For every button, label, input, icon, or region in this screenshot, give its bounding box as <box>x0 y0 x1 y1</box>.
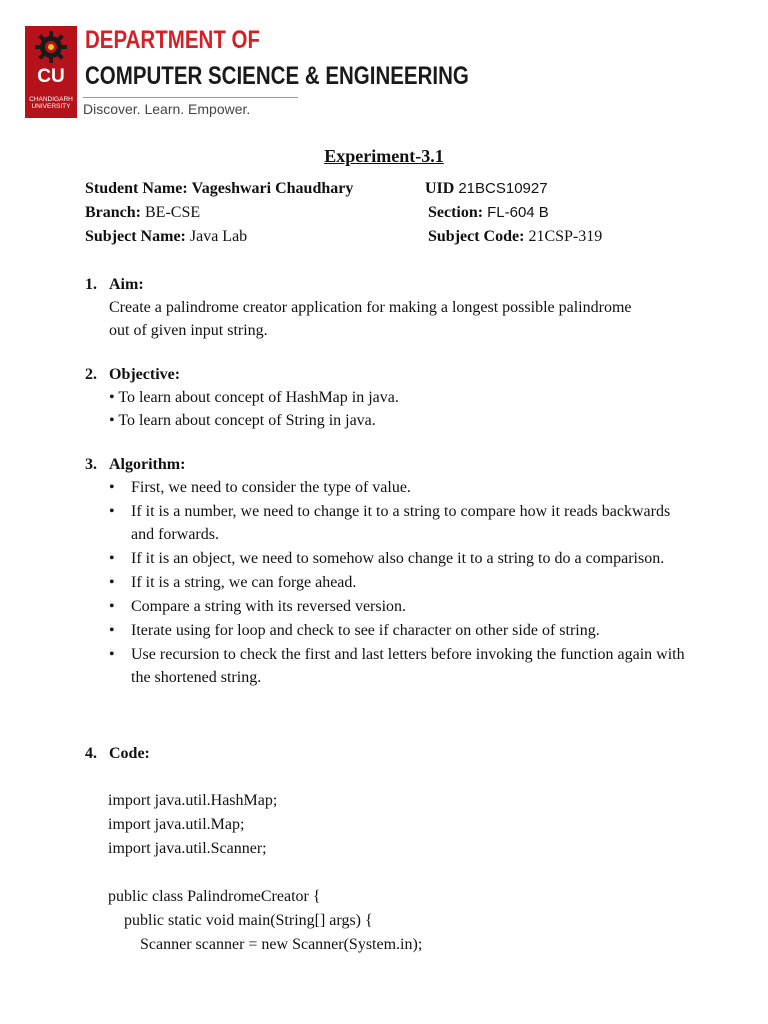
bullet-icon: • <box>109 574 115 591</box>
algorithm-item <box>109 500 685 546</box>
objective-heading-text: Objective: <box>109 366 181 383</box>
algorithm-heading-text: Algorithm: <box>109 456 186 473</box>
department-line-1: DEPARTMENT OF <box>85 26 261 54</box>
section-label: Section: <box>428 204 484 221</box>
algorithm-item-text: If it is an object, we need to somehow also change it to a string to do a comparison. <box>131 550 665 567</box>
logo-university-text: CHANDIGARH UNIVERSITY <box>29 96 73 110</box>
algorithm-number: 3. <box>85 456 97 473</box>
bullet-icon: • <box>109 479 115 496</box>
objective-heading <box>85 363 705 386</box>
student-name-row <box>85 180 353 198</box>
department-header <box>25 26 469 121</box>
section-row <box>428 204 549 222</box>
algorithm-item-text: Iterate using for loop and check to see if character on other side of string. <box>131 622 600 639</box>
university-logo <box>25 26 77 118</box>
branch-value: BE-CSE <box>145 204 201 221</box>
algorithm-item-text: Use recursion to check the first and last letters before invoking the function again with the shortened string. <box>131 646 685 686</box>
algorithm-item <box>109 595 685 618</box>
bullet-icon: • <box>109 646 115 663</box>
aim-number: 1. <box>85 276 97 293</box>
header-divider <box>83 97 298 98</box>
student-name-label: Student Name: <box>85 180 188 197</box>
uid-row <box>425 180 548 198</box>
experiment-title: Experiment-3.1 <box>324 146 444 166</box>
aim-heading-text: Aim: <box>109 276 144 293</box>
algorithm-item <box>109 619 685 642</box>
code-number: 4. <box>85 745 97 762</box>
code-block <box>108 789 422 957</box>
aim-line: Create a palindrome creator application for making a longest possible palindrome <box>109 299 632 316</box>
subject-name-value: Java Lab <box>189 228 248 245</box>
bullet-icon: • <box>109 503 115 520</box>
aim-section <box>85 273 705 342</box>
subject-code-row <box>428 228 602 246</box>
objective-item: • To learn about concept of HashMap in java. <box>109 389 399 406</box>
code-section-heading <box>85 742 705 765</box>
algorithm-item-text: If it is a number, we need to change it to a string to compare how it reads backwards and forwards. <box>131 503 671 543</box>
algorithm-item <box>109 571 685 594</box>
code-line: import java.util.Scanner; <box>108 840 267 857</box>
code-line: public class PalindromeCreator { <box>108 888 321 905</box>
code-line <box>108 861 422 885</box>
branch-row <box>85 204 200 222</box>
algorithm-item-text: If it is a string, we can forge ahead. <box>131 574 357 591</box>
uid-value: 21BCS10927 <box>458 180 548 197</box>
bullet-icon: • <box>109 598 115 615</box>
algorithm-item-text: First, we need to consider the type of value. <box>131 479 411 496</box>
algorithm-item <box>109 476 685 499</box>
objective-section <box>85 363 705 432</box>
code-line: public static void main(String[] args) { <box>108 912 373 929</box>
code-line: import java.util.HashMap; <box>108 792 278 809</box>
subject-name-row <box>85 228 247 246</box>
tagline: Discover. Learn. Empower. <box>83 101 251 117</box>
bullet-icon: • <box>109 622 115 639</box>
logo-cu-text: CU <box>37 66 65 87</box>
algorithm-item <box>109 643 685 689</box>
code-line: import java.util.Map; <box>108 816 245 833</box>
algorithm-list <box>85 476 685 689</box>
section-value: FL-604 B <box>487 204 549 221</box>
department-line-2: COMPUTER SCIENCE & ENGINEERING <box>85 62 469 90</box>
objective-item: • To learn about concept of String in java. <box>109 412 376 429</box>
subject-code-value: 21CSP-319 <box>528 228 603 245</box>
algorithm-item-text: Compare a string with its reversed version. <box>131 598 407 615</box>
objective-number: 2. <box>85 366 97 383</box>
algorithm-section <box>85 453 685 690</box>
algorithm-heading <box>85 453 685 476</box>
student-name-value: Vageshwari Chaudhary <box>191 180 354 197</box>
code-line: Scanner scanner = new Scanner(System.in); <box>108 936 423 953</box>
subject-code-label: Subject Code: <box>428 228 525 245</box>
code-heading <box>85 742 705 765</box>
aim-heading <box>85 273 705 296</box>
gear-emblem-icon <box>34 30 68 64</box>
aim-line: out of given input string. <box>109 322 268 339</box>
algorithm-item <box>109 547 685 570</box>
bullet-icon: • <box>109 550 115 567</box>
code-heading-text: Code: <box>109 745 150 762</box>
subject-name-label: Subject Name: <box>85 228 186 245</box>
branch-label: Branch: <box>85 204 141 221</box>
uid-label: UID <box>425 180 455 197</box>
